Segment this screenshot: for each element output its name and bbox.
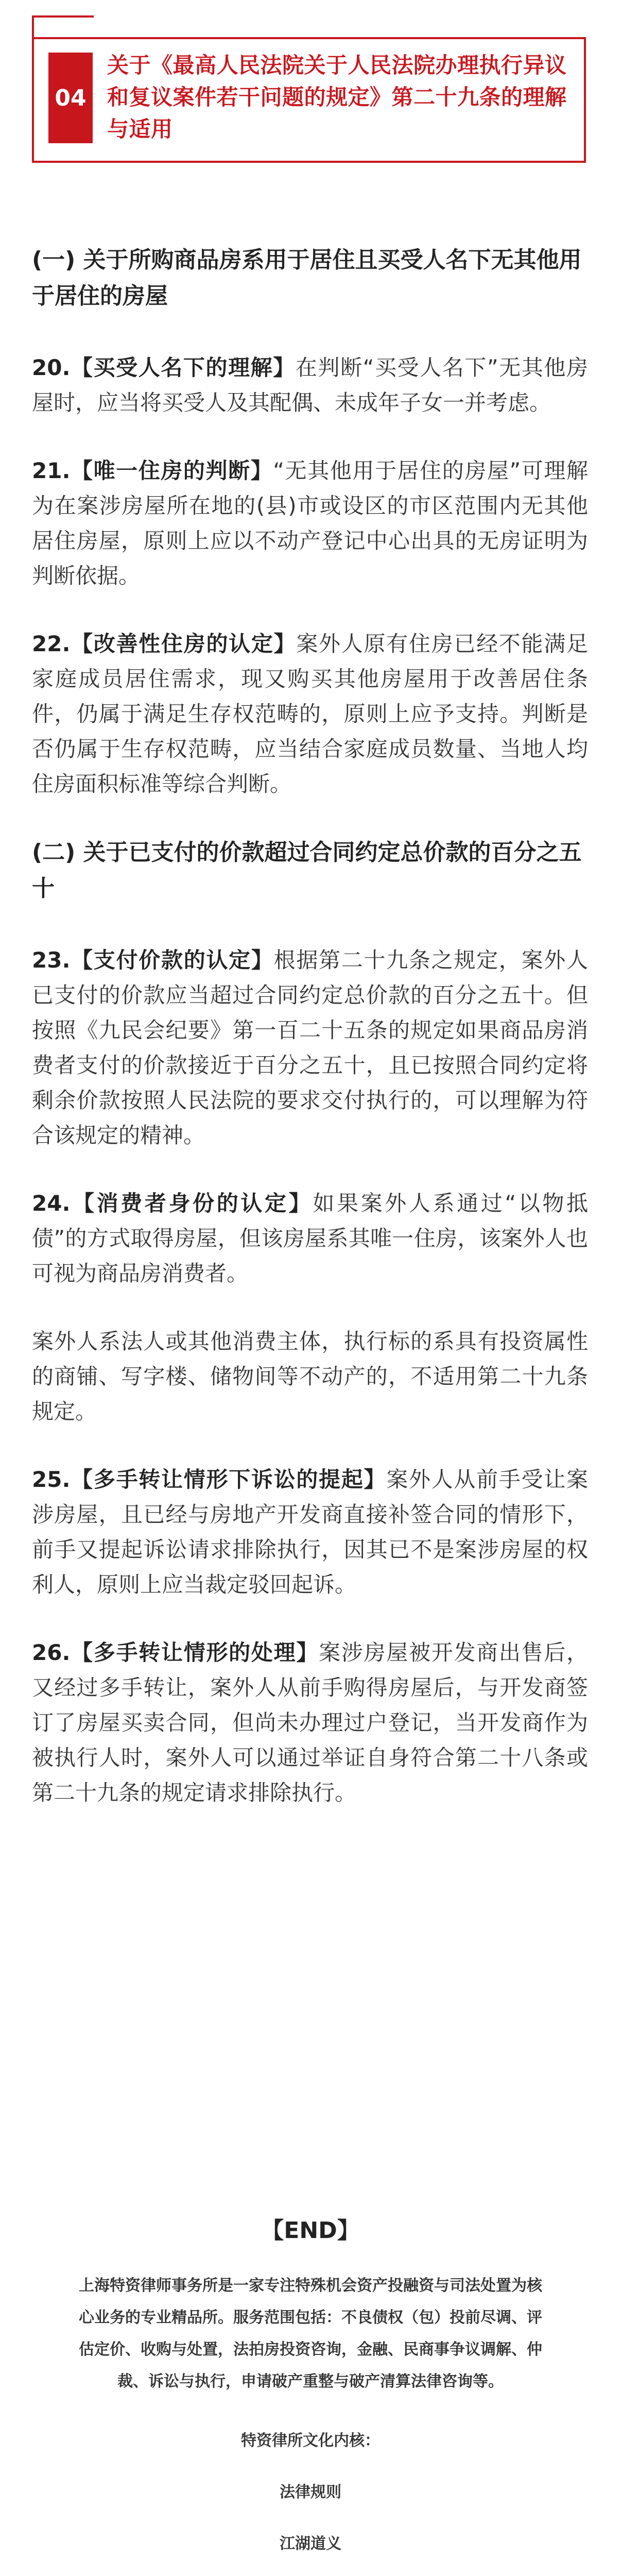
article-title: 关于《最高人民法院关于人民法院办理执行异议和复议案件若干问题的规定》第二十九条的理解与适用	[107, 53, 567, 142]
culture-item: 法律规则	[280, 2483, 341, 2501]
header-decoration	[32, 15, 94, 38]
section-1	[32, 242, 588, 802]
section-number-badge: 04	[48, 53, 93, 143]
section-heading: (二) 关于已支付的价款超过合同约定总价款的百分之五十	[32, 839, 582, 902]
paragraph-24-note	[32, 1324, 588, 1429]
paragraph-text: 根据第二十九条之规定，案外人已支付的价款应当超过合同约定总价款的百分之五十。但按照《九民会纪要》第一百二十五条的规定如果商品房消费者支付的价款接近于百分之五十，且已按照合同约定将剩余价款按照人民法院的要求交付执行的，可以理解为符合该规定的精神。	[32, 947, 588, 1148]
paragraph-text: 案外人系法人或其他消费主体，执行标的系具有投资属性的商铺、写字楼、储物间等不动产的，不适用第二十九条规定。	[32, 1329, 588, 1424]
article-body	[32, 242, 588, 1843]
section-2	[32, 835, 588, 1810]
paragraph-label: 【唯一住房的判断】	[70, 458, 273, 483]
paragraph-number: 24.	[32, 1191, 71, 1216]
paragraph-text: 在判断“买受人名下”无其他房屋时，应当将买受人及其配偶、未成年子女一并考虑。	[32, 355, 588, 415]
paragraph-25	[32, 1462, 588, 1602]
paragraph-24	[32, 1186, 588, 1291]
paragraph-26	[32, 1635, 588, 1810]
firm-introduction: 上海特资律师事务所是一家专注特殊机会资产投融资与司法处置为核心业务的专业精品所。服务范围包括：不良债权（包）投前尽调、评估定价、收购与处置，法拍房投资咨询，金融、民商事争议调解、仲裁、诉讼与执行，申请破产重整与破产清算法律咨询等。	[79, 2277, 542, 2391]
paragraph-number: 22.	[32, 631, 71, 656]
paragraph-label: 【多手转让情形下诉讼的提起】	[70, 1467, 387, 1492]
paragraph-number: 23.	[32, 947, 71, 973]
paragraph-21	[32, 453, 588, 594]
paragraph-label: 【支付价款的认定】	[70, 947, 274, 973]
culture-item: 江湖道义	[280, 2535, 341, 2553]
footer	[0, 2215, 621, 2576]
paragraph-20	[32, 350, 588, 420]
paragraph-number: 21.	[32, 458, 71, 483]
paragraph-number: 25.	[32, 1467, 71, 1492]
paragraph-label: 【消费者身份的认定】	[70, 1191, 313, 1216]
paragraph-label: 【买受人名下的理解】	[70, 355, 296, 380]
paragraph-number: 20.	[32, 355, 71, 380]
paragraph-text: 案外人从前手受让案涉房屋，且已经与房地产开发商直接补签合同的情形下，前手又提起诉讼请求排除执行，因其已不是案涉房屋的权利人，原则上应当裁定驳回起诉。	[32, 1467, 588, 1597]
paragraph-label: 【多手转让情形的处理】	[70, 1640, 319, 1665]
end-mark: 【END】	[261, 2217, 360, 2244]
paragraph-number: 26.	[32, 1640, 71, 1665]
culture-heading: 特资律所文化内核：	[241, 2432, 380, 2450]
paragraph-23	[32, 943, 588, 1153]
paragraph-text: 如果案外人系通过“以物抵债”的方式取得房屋，但该房屋系其唯一住房，该案外人也可视为商品房消费者。	[32, 1191, 588, 1286]
paragraph-label: 【改善性住房的认定】	[70, 631, 297, 656]
section-heading: (一) 关于所购商品房系用于居住且买受人名下无其他用于居住的房屋	[32, 247, 582, 309]
paragraph-text: 案外人原有住房已经不能满足家庭成员居住需求，现又购买其他房屋用于改善居住条件，仍属于满足生存权范畴的，原则上应予支持。判断是否仍属于生存权范畴，应当结合家庭成员数量、当地人均住房面积标准等综合判断。	[32, 631, 588, 796]
paragraph-text: “无其他用于居住的房屋”可理解为在案涉房屋所在地的(县)市或设区的市区范围内无其他居住房屋，原则上应以不动产登记中心出具的无房证明为判断依据。	[32, 458, 588, 588]
paragraph-text: 案涉房屋被开发商出售后，又经过多手转让，案外人从前手购得房屋后，与开发商签订了房屋买卖合同，但尚未办理过户登记，当开发商作为被执行人时，案外人可以通过举证自身符合第二十八条或第二十九条的规定请求排除执行。	[32, 1640, 588, 1805]
paragraph-22	[32, 626, 588, 802]
